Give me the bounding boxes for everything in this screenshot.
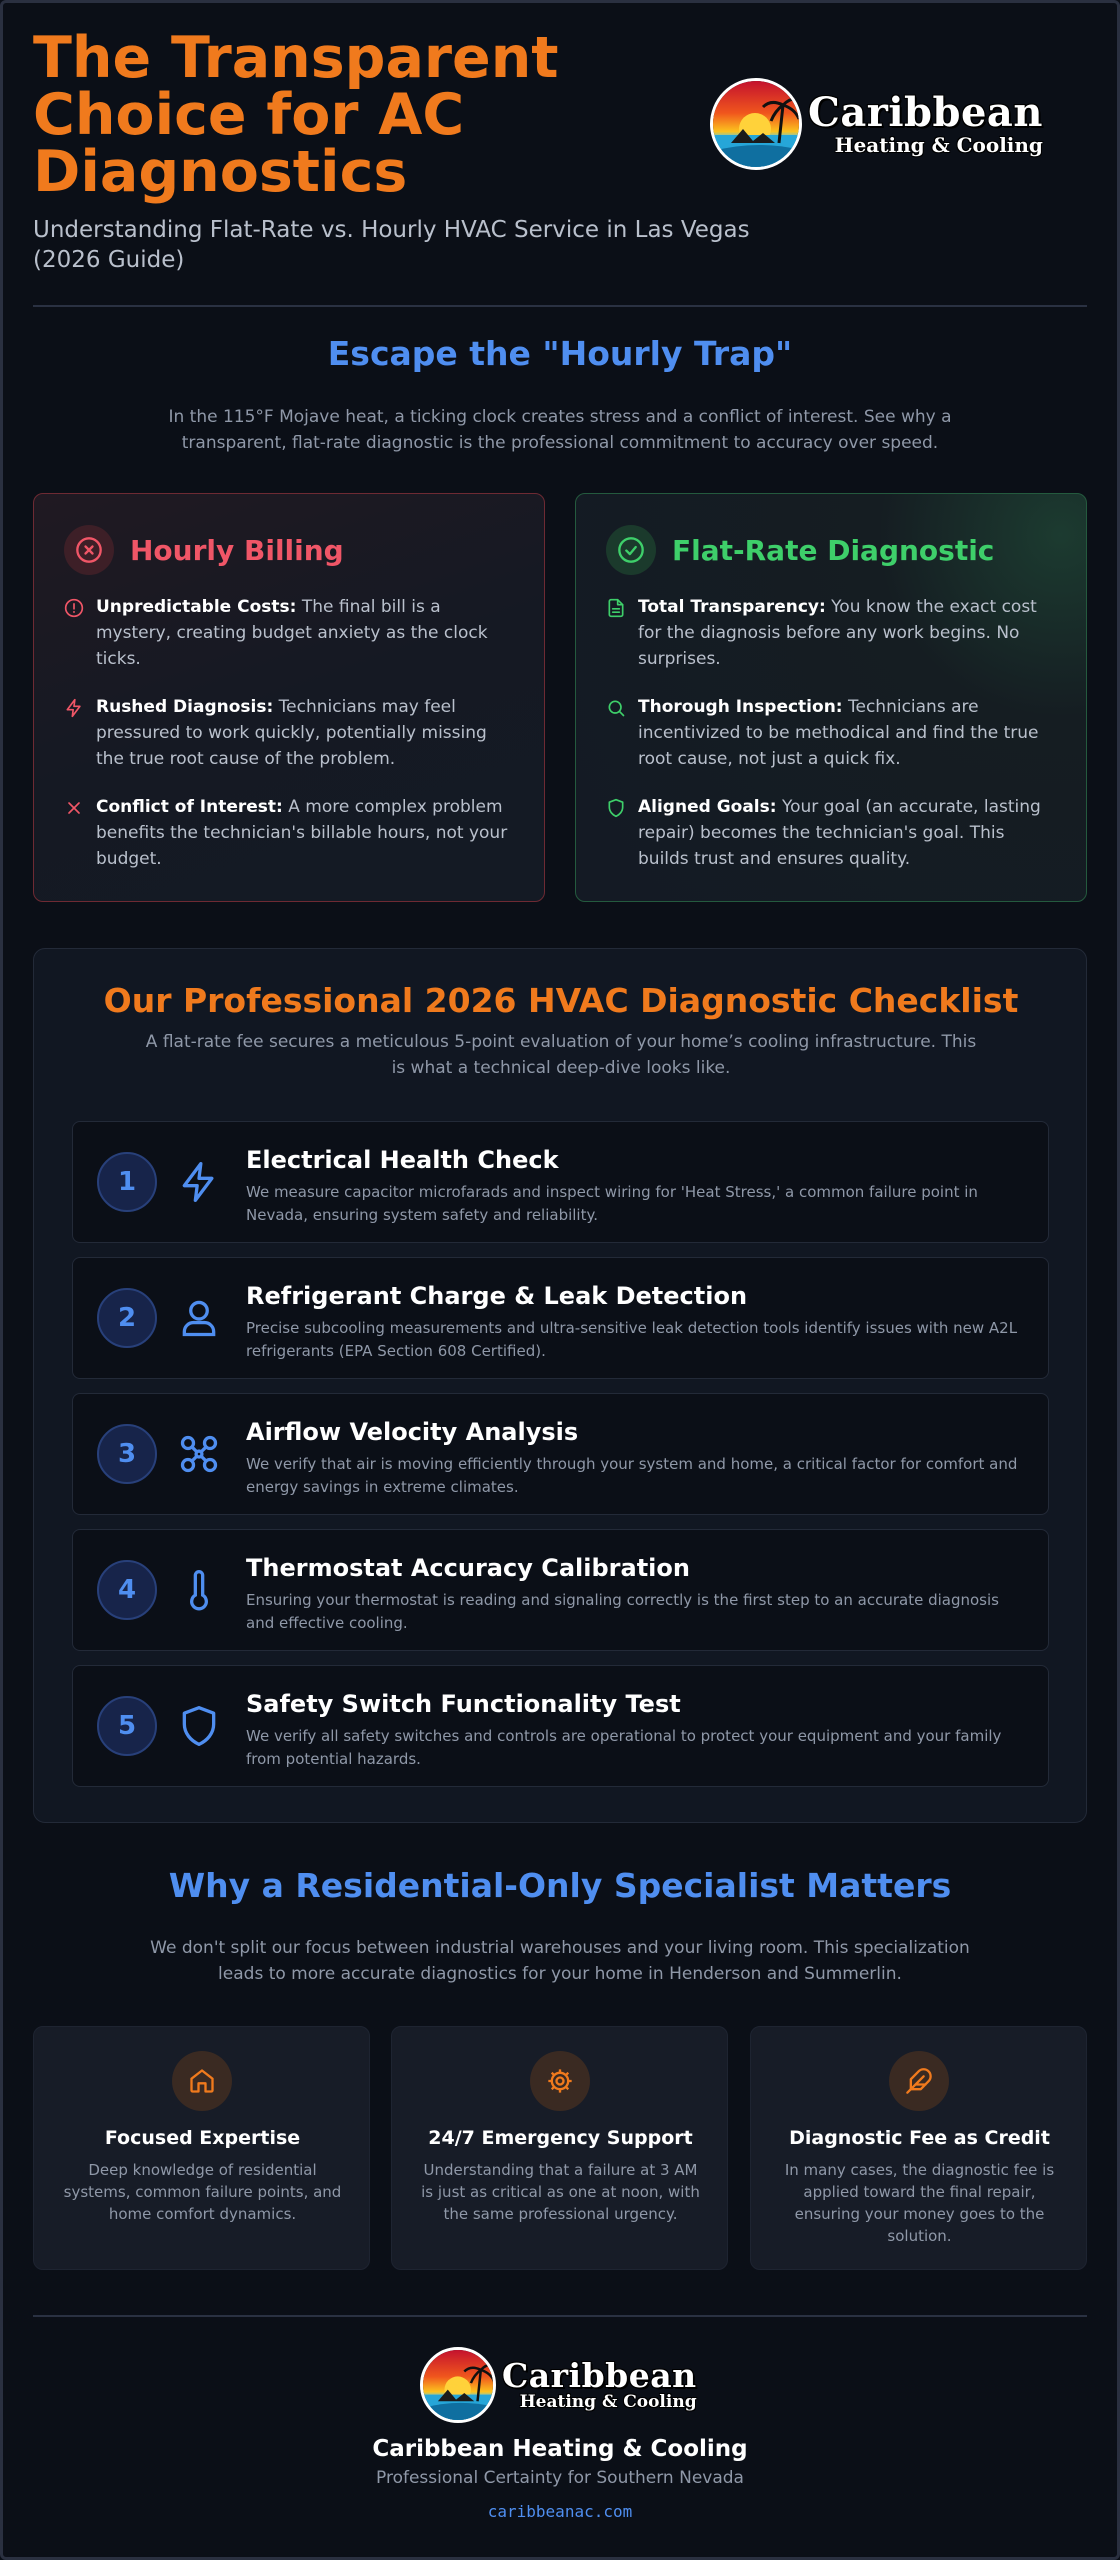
hourly-point	[64, 594, 514, 672]
point-text: The final bill is a mystery, creating budget anxiety as the clock ticks.	[96, 597, 488, 669]
brand-logo[interactable]	[710, 78, 1043, 170]
lightning-icon	[177, 1160, 221, 1204]
point-text: You know the exact cost for the diagnosis before any work begins. No surprises.	[638, 597, 1037, 669]
point-label: Unpredictable Costs:	[96, 597, 297, 617]
hourly-point	[64, 694, 514, 772]
feature-title: 24/7 Emergency Support	[428, 2127, 693, 2149]
lightning-icon	[64, 694, 96, 772]
feature-card	[750, 2026, 1087, 2270]
thermometer-icon	[177, 1568, 221, 1612]
footer-website-link[interactable]: caribbeanac.com	[487, 2502, 633, 2521]
step-description: We verify that air is moving efficiently through your system and home, a critical factor for comfort and energy savings in extreme climates.	[246, 1455, 1018, 1496]
feature-description: In many cases, the diagnostic fee is applied toward the final repair, ensuring your money goes to the solution.	[784, 2161, 1055, 2245]
brand-tagline: Heating & Cooling	[519, 2392, 697, 2412]
checklist-title: Our Professional 2026 HVAC Diagnostic Checklist	[103, 981, 1019, 1020]
specialist-text: We don't split our focus between industrial warehouses and your living room. This specialization leads to more accurate diagnostics for your home in Henderson and Summerlin.	[150, 1938, 970, 1984]
hourly-point	[64, 794, 514, 872]
feature-card	[33, 2026, 370, 2270]
diagnostic-checklist	[33, 948, 1087, 1823]
hourly-card-title: Hourly Billing	[130, 533, 344, 567]
point-label: Rushed Diagnosis:	[96, 697, 274, 717]
header-divider	[33, 305, 1087, 307]
flat-rate-point	[606, 794, 1056, 872]
feature-title: Diagnostic Fee as Credit	[789, 2127, 1050, 2149]
step-description: We measure capacitor microfarads and inspect wiring for 'Heat Stress,' a common failure point in Nevada, ensuring system safety and reliability.	[246, 1183, 978, 1224]
step-number: 4	[97, 1560, 157, 1620]
point-text: A more complex problem benefits the technician's billable hours, not your budget.	[96, 797, 508, 869]
step-number: 3	[97, 1424, 157, 1484]
checklist-step	[72, 1665, 1049, 1787]
point-text: Your goal (an accurate, lasting repair) becomes the technician's goal. This builds trust and ensures quality.	[638, 797, 1041, 869]
flat-rate-card-title: Flat-Rate Diagnostic	[672, 533, 995, 567]
step-number: 5	[97, 1696, 157, 1756]
page-subtitle: Understanding Flat-Rate vs. Hourly HVAC Service in Las Vegas (2026 Guide)	[33, 217, 750, 273]
step-description: Precise subcooling measurements and ultra-sensitive leak detection tools identify issues with new A2L refrigerants (EPA Section 608 Certified).	[246, 1319, 1018, 1360]
shield-icon	[606, 794, 638, 872]
footer-company-name: Caribbean Heating & Cooling	[372, 2436, 748, 2462]
point-text: Technicians may feel pressured to work quickly, potentially missing the true root cause of the problem.	[96, 697, 487, 769]
home-icon	[172, 2051, 232, 2111]
point-text: Technicians are incentivized to be methodical and find the true root cause, not just a quick fix.	[638, 697, 1039, 769]
hourly-billing-card	[33, 493, 545, 902]
point-label: Aligned Goals:	[638, 797, 777, 817]
escape-text: In the 115°F Mojave heat, a ticking clock creates stress and a conflict of interest. See why a transparent, flat-rate diagnostic is the professional commitment to accuracy over speed.	[168, 407, 952, 453]
point-label: Total Transparency:	[638, 597, 826, 617]
x-icon	[64, 794, 96, 872]
page-title: The Transparent Choice for AC Diagnostics	[33, 25, 559, 205]
feather-icon	[889, 2051, 949, 2111]
checklist-step	[72, 1121, 1049, 1243]
footer-logo[interactable]	[420, 2347, 697, 2423]
checklist-step	[72, 1257, 1049, 1379]
step-title: Airflow Velocity Analysis	[246, 1418, 579, 1446]
step-description: Ensuring your thermostat is reading and signaling correctly is the first step to an accurate diagnosis and effective cooling.	[246, 1591, 999, 1632]
step-title: Electrical Health Check	[246, 1146, 559, 1174]
feature-title: Focused Expertise	[104, 2127, 301, 2149]
check-circle-icon	[606, 525, 656, 575]
flat-rate-point	[606, 594, 1056, 672]
checklist-step	[72, 1529, 1049, 1651]
brand-name: Caribbean	[808, 89, 1043, 136]
step-title: Safety Switch Functionality Test	[246, 1690, 681, 1718]
footer-divider	[33, 2315, 1087, 2317]
checklist-step	[72, 1393, 1049, 1515]
footer-tagline: Professional Certainty for Southern Nevada	[376, 2468, 744, 2488]
step-title: Refrigerant Charge & Leak Detection	[246, 1282, 748, 1310]
shield-icon	[177, 1704, 221, 1748]
fan-icon	[177, 1432, 221, 1476]
sunset-palm-logo-icon	[710, 78, 802, 170]
point-label: Conflict of Interest:	[96, 797, 283, 817]
step-description: We verify all safety switches and controls are operational to protect your equipment and your family from potential hazards.	[246, 1727, 1002, 1768]
feature-card	[391, 2026, 728, 2270]
sunset-palm-logo-icon	[420, 2347, 496, 2423]
checklist-subtitle: A flat-rate fee secures a meticulous 5-point evaluation of your home’s cooling infrastructure. This is what a technical deep-dive looks like.	[145, 1032, 977, 1078]
brand-tagline: Heating & Cooling	[834, 133, 1043, 157]
step-number: 2	[97, 1288, 157, 1348]
user-icon	[177, 1296, 221, 1340]
specialist-title: Why a Residential-Only Specialist Matters	[168, 1866, 952, 1905]
x-circle-icon	[64, 525, 114, 575]
step-title: Thermostat Accuracy Calibration	[246, 1554, 690, 1582]
gear-icon	[530, 2051, 590, 2111]
document-icon	[606, 594, 638, 672]
escape-title: Escape the "Hourly Trap"	[327, 334, 793, 373]
flat-rate-point	[606, 694, 1056, 772]
step-number: 1	[97, 1152, 157, 1212]
flat-rate-card	[575, 493, 1087, 902]
point-label: Thorough Inspection:	[638, 697, 843, 717]
brand-name: Caribbean	[502, 2356, 697, 2395]
search-icon	[606, 694, 638, 772]
feature-description: Deep knowledge of residential systems, common failure points, and home comfort dynamics.	[63, 2161, 342, 2223]
feature-description: Understanding that a failure at 3 AM is just as critical as one at noon, with the same professional urgency.	[421, 2161, 700, 2223]
alert-circle-icon	[64, 594, 96, 672]
